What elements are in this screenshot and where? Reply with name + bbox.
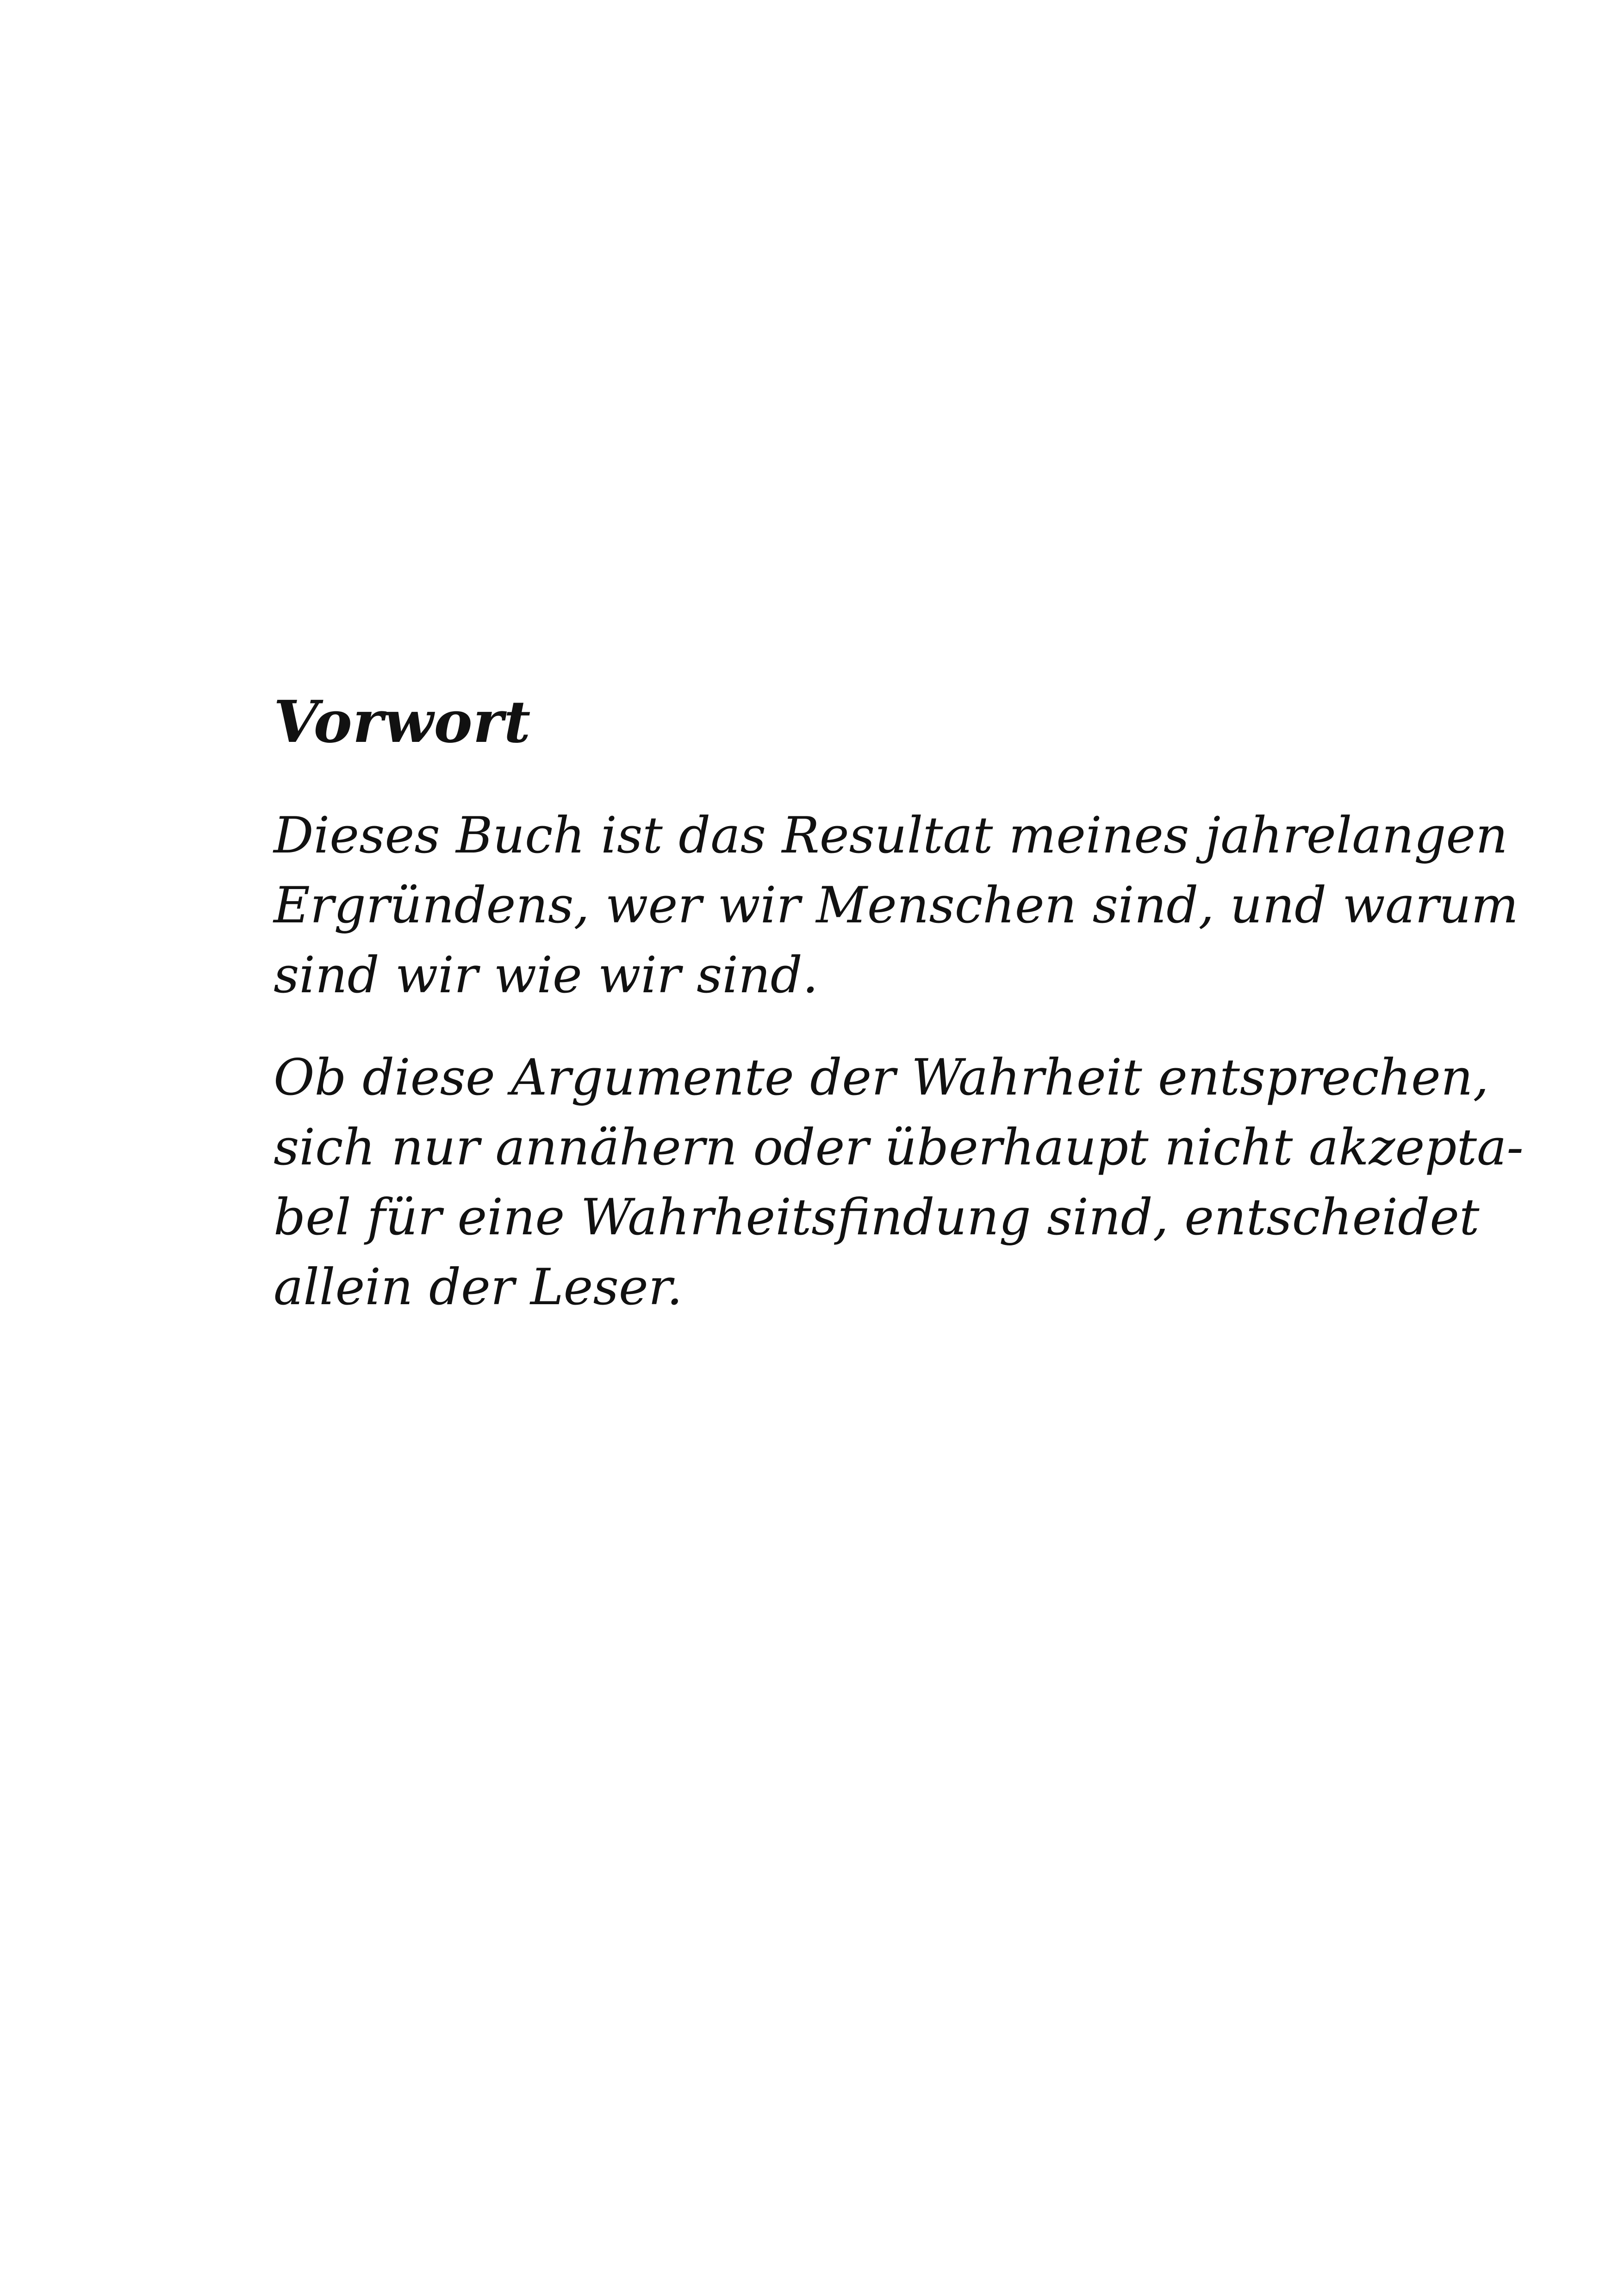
- text-line: sind wir wie wir sind.: [274, 946, 819, 1004]
- foreword-paragraph-1: [274, 801, 1518, 1010]
- text-line: Dieses Buch ist das Resultat meines jahrelangen: [274, 807, 1508, 865]
- foreword-section: [274, 685, 1524, 1355]
- foreword-paragraph-2: [274, 1043, 1524, 1322]
- text-line: allein der Leser.: [274, 1258, 683, 1316]
- text-line: sich nur annähern oder überhaupt nicht akzepta-: [274, 1119, 1524, 1176]
- foreword-heading: Vorwort: [274, 688, 531, 756]
- text-line: Ergründens, wer wir Menschen sind, und warum: [274, 877, 1518, 934]
- text-line: Ob diese Argumente der Wahrheit entsprechen,: [274, 1049, 1489, 1107]
- text-line: bel für eine Wahrheitsfindung sind, entscheidet: [274, 1188, 1480, 1246]
